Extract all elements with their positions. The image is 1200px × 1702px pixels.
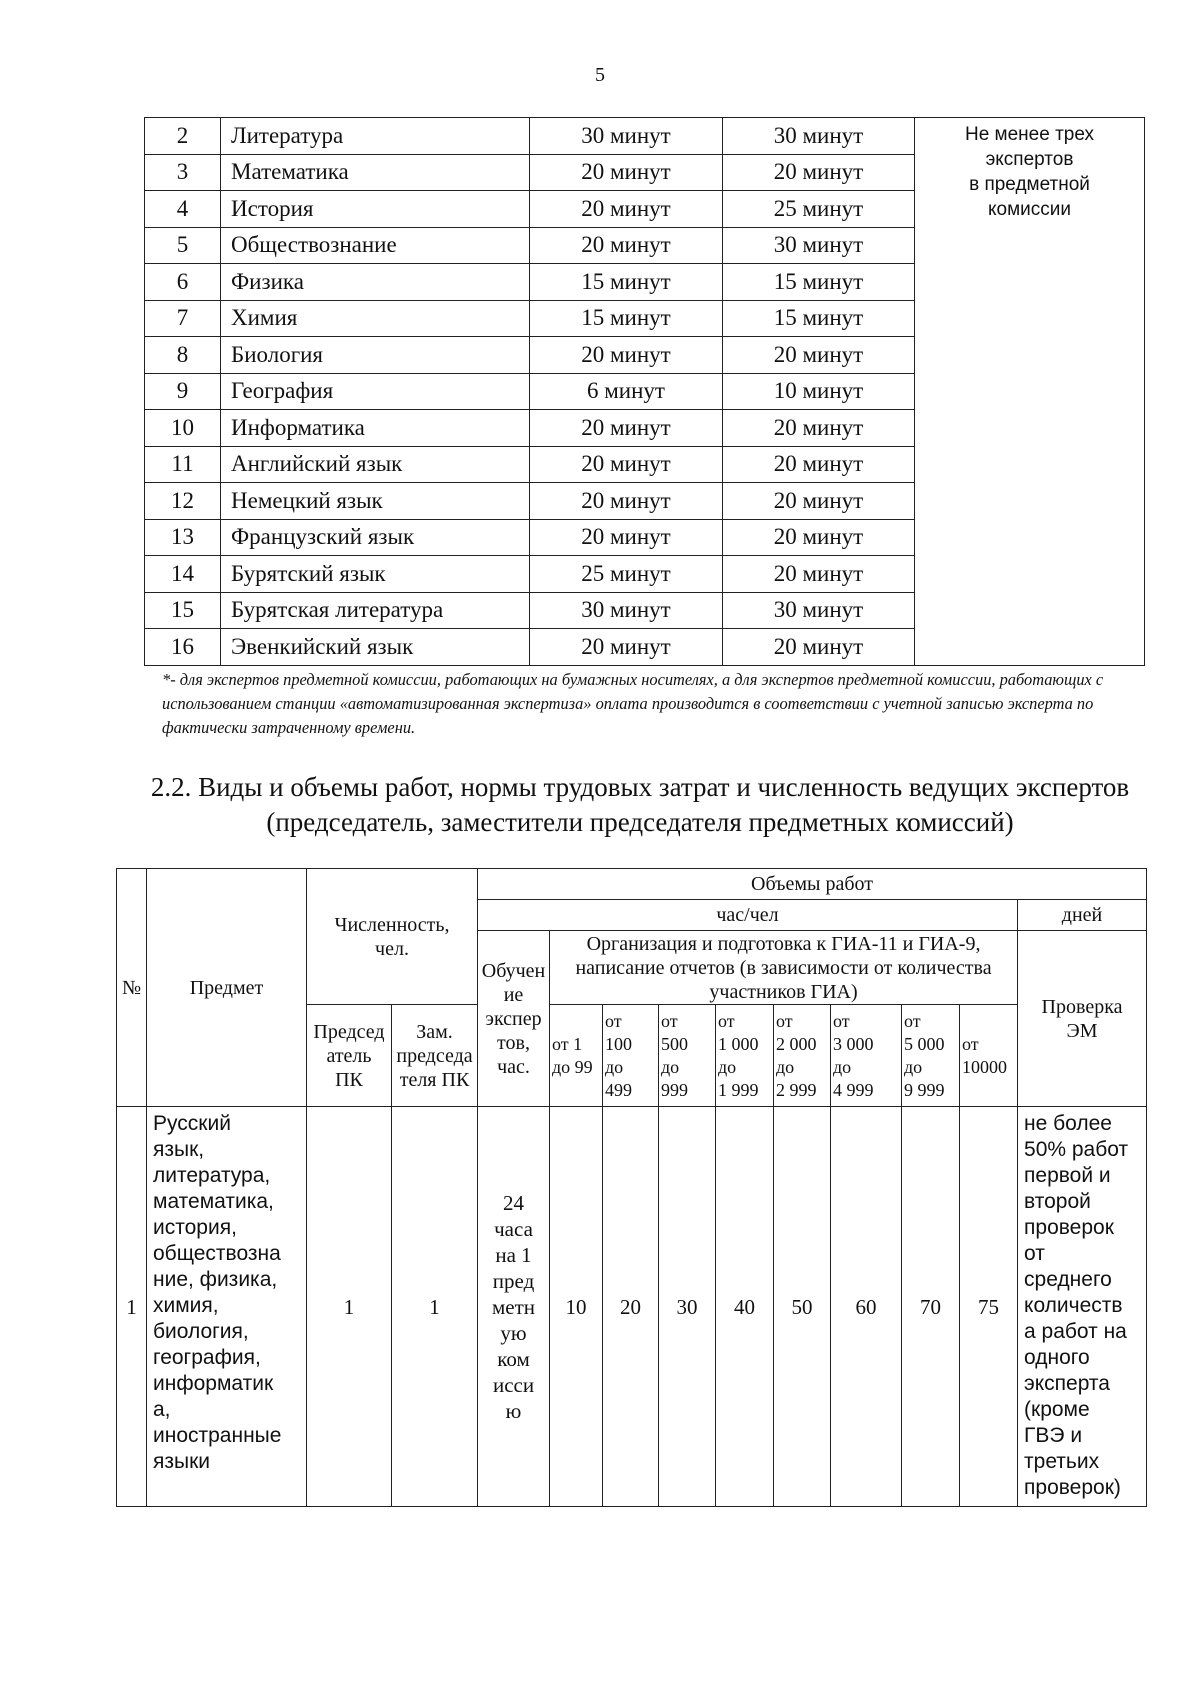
subject-name: Информатика bbox=[221, 410, 530, 447]
row-number: 16 bbox=[145, 629, 221, 666]
time-first: 20 минут bbox=[530, 227, 723, 264]
range-header bbox=[603, 1005, 659, 1107]
text-line: часа bbox=[494, 1216, 533, 1241]
time-first: 20 минут bbox=[530, 483, 723, 520]
text-line: Председ bbox=[313, 1020, 385, 1043]
time-first: 15 минут bbox=[530, 300, 723, 337]
range-value: 30 bbox=[659, 1107, 716, 1507]
header-volumes: Объемы работ bbox=[478, 869, 1147, 900]
row-number: 12 bbox=[145, 483, 221, 520]
time-first: 25 минут bbox=[530, 556, 723, 593]
text-line: 100 bbox=[605, 1033, 633, 1054]
text-line: от bbox=[776, 1010, 793, 1031]
subject-name: Бурятский язык bbox=[221, 556, 530, 593]
expert-time-table bbox=[144, 117, 1145, 666]
text-line: час. bbox=[497, 1055, 530, 1078]
time-second: 20 минут bbox=[723, 410, 915, 447]
text-line: одного bbox=[1024, 1346, 1090, 1369]
time-second: 25 минут bbox=[723, 191, 915, 228]
time-first: 20 минут bbox=[530, 410, 723, 447]
text-line: Не менее трех bbox=[964, 124, 1095, 145]
text-line: среднего bbox=[1024, 1268, 1112, 1291]
subject-name: Математика bbox=[221, 154, 530, 191]
header-deputy bbox=[392, 1005, 478, 1107]
text-line: не более bbox=[1024, 1112, 1112, 1135]
text-line: 3 000 bbox=[833, 1033, 874, 1054]
text-line: теля ПК bbox=[399, 1068, 470, 1091]
text-line: от bbox=[661, 1010, 678, 1031]
text-line: 1 999 bbox=[718, 1079, 759, 1100]
text-line: язык, bbox=[153, 1138, 205, 1161]
text-line: Организация и подготовка к ГИА-11 и ГИА-9, bbox=[586, 932, 981, 955]
time-first: 30 минут bbox=[530, 118, 723, 155]
text-line: атель bbox=[326, 1044, 372, 1067]
text-line: 500 bbox=[661, 1033, 689, 1054]
header-num: № bbox=[117, 869, 147, 1107]
range-header bbox=[831, 1005, 902, 1107]
time-first: 20 минут bbox=[530, 337, 723, 374]
text-line: 2 999 bbox=[776, 1079, 817, 1100]
text-line: 24 bbox=[503, 1190, 525, 1215]
text-line: экспертов bbox=[985, 149, 1074, 170]
header-check bbox=[1018, 931, 1147, 1107]
header-days: дней bbox=[1018, 900, 1147, 931]
text-line: от 1 bbox=[552, 1033, 583, 1054]
header-training bbox=[478, 931, 550, 1107]
text-line: биология, bbox=[153, 1320, 249, 1343]
text-line: 999 bbox=[661, 1079, 689, 1100]
text-line: 499 bbox=[605, 1079, 633, 1100]
time-first: 6 минут bbox=[530, 373, 723, 410]
subject-name: Английский язык bbox=[221, 446, 530, 483]
row-number: 4 bbox=[145, 191, 221, 228]
subject-name: История bbox=[221, 191, 530, 228]
range-value: 20 bbox=[603, 1107, 659, 1507]
row-number: 15 bbox=[145, 592, 221, 629]
time-second: 30 минут bbox=[723, 118, 915, 155]
text-line: информатик bbox=[153, 1372, 274, 1395]
row-chair: 1 bbox=[307, 1107, 392, 1507]
range-header bbox=[716, 1005, 774, 1107]
subject-name: Литература bbox=[221, 118, 530, 155]
row-subjects bbox=[147, 1107, 307, 1507]
time-second: 20 минут bbox=[723, 519, 915, 556]
header-subject: Предмет bbox=[147, 869, 307, 1107]
text-line: 9 999 bbox=[904, 1079, 945, 1100]
text-line: эксперта bbox=[1024, 1372, 1110, 1395]
row-deputy: 1 bbox=[392, 1107, 478, 1507]
row-number: 2 bbox=[145, 118, 221, 155]
text-line: экспер bbox=[485, 1007, 542, 1030]
time-first: 20 минут bbox=[530, 191, 723, 228]
text-line: от bbox=[1024, 1242, 1045, 1265]
time-second: 15 минут bbox=[723, 264, 915, 301]
text-line: математика, bbox=[153, 1190, 274, 1213]
time-first: 15 минут bbox=[530, 264, 723, 301]
range-header bbox=[774, 1005, 831, 1107]
text-line: в предметной bbox=[969, 174, 1090, 195]
text-line: а, bbox=[153, 1398, 171, 1421]
header-chair bbox=[307, 1005, 392, 1107]
row-number: 11 bbox=[145, 446, 221, 483]
text-line: Обучен bbox=[481, 959, 546, 982]
row-number: 5 bbox=[145, 227, 221, 264]
row-number: 6 bbox=[145, 264, 221, 301]
section-heading: 2.2. Виды и объемы работ, нормы трудовых затрат и численность ведущих экспертов (председатель, заместители председателя предметных комиссий) bbox=[150, 772, 1130, 837]
text-line: метн bbox=[492, 1294, 536, 1319]
text-line: до bbox=[605, 1056, 624, 1077]
text-line: написание отчетов (в зависимости от количества bbox=[575, 956, 992, 979]
text-line: ние, физика, bbox=[153, 1268, 278, 1291]
text-line: ю bbox=[505, 1398, 522, 1423]
text-line: география, bbox=[153, 1346, 261, 1369]
text-line: первой и bbox=[1024, 1164, 1111, 1187]
subject-name: Биология bbox=[221, 337, 530, 374]
subject-name: Физика bbox=[221, 264, 530, 301]
text-line: пред bbox=[492, 1268, 535, 1293]
subject-name: Эвенкийский язык bbox=[221, 629, 530, 666]
text-line: обществозна bbox=[153, 1242, 281, 1265]
row-number: 3 bbox=[145, 154, 221, 191]
text-line: Русский bbox=[153, 1112, 231, 1135]
text-line: количеств bbox=[1024, 1294, 1123, 1317]
time-second: 30 минут bbox=[723, 592, 915, 629]
text-line: до bbox=[833, 1056, 852, 1077]
range-value: 70 bbox=[902, 1107, 960, 1507]
time-second: 20 минут bbox=[723, 154, 915, 191]
text-line: 4 999 bbox=[833, 1079, 874, 1100]
time-first: 20 минут bbox=[530, 519, 723, 556]
text-line: от bbox=[718, 1010, 735, 1031]
time-second: 20 минут bbox=[723, 446, 915, 483]
row-number: 10 bbox=[145, 410, 221, 447]
text-line: комиссии bbox=[988, 199, 1071, 220]
text-line: от bbox=[833, 1010, 850, 1031]
subject-name: География bbox=[221, 373, 530, 410]
header-count bbox=[307, 869, 478, 1005]
subject-name: Французский язык bbox=[221, 519, 530, 556]
row-number: 13 bbox=[145, 519, 221, 556]
subject-name: Химия bbox=[221, 300, 530, 337]
experts-note bbox=[915, 118, 1145, 666]
text-line: 1 000 bbox=[718, 1033, 759, 1054]
table-row bbox=[145, 118, 1145, 155]
text-line: третьих bbox=[1024, 1450, 1100, 1473]
text-line: председа bbox=[396, 1044, 473, 1067]
row-number: 7 bbox=[145, 300, 221, 337]
text-line: до bbox=[776, 1056, 795, 1077]
row-number: 9 bbox=[145, 373, 221, 410]
text-line: 5 000 bbox=[904, 1033, 945, 1054]
time-second: 20 минут bbox=[723, 629, 915, 666]
time-second: 15 минут bbox=[723, 300, 915, 337]
text-line: от bbox=[962, 1033, 979, 1054]
text-line: на 1 bbox=[495, 1242, 532, 1267]
text-line: тов, bbox=[497, 1031, 530, 1054]
text-line: 2 000 bbox=[776, 1033, 817, 1054]
range-header bbox=[550, 1005, 603, 1107]
text-line: а работ на bbox=[1024, 1320, 1127, 1343]
row-training bbox=[478, 1107, 550, 1507]
row-check bbox=[1018, 1107, 1147, 1507]
time-second: 30 минут bbox=[723, 227, 915, 264]
time-second: 20 минут bbox=[723, 337, 915, 374]
time-second: 20 минут bbox=[723, 556, 915, 593]
range-header bbox=[960, 1005, 1018, 1107]
text-line: ую bbox=[500, 1320, 527, 1345]
text-line: от bbox=[904, 1010, 921, 1031]
text-line: проверок) bbox=[1024, 1476, 1121, 1499]
text-line: ПК bbox=[335, 1068, 363, 1091]
text-line: история, bbox=[153, 1216, 237, 1239]
text-line: до 99 bbox=[552, 1056, 593, 1077]
text-line: до bbox=[718, 1056, 737, 1077]
text-line: ЭМ bbox=[1066, 1019, 1098, 1042]
text-line: от bbox=[605, 1010, 622, 1031]
text-line: языки bbox=[153, 1450, 211, 1473]
time-first: 20 минут bbox=[530, 629, 723, 666]
text-line: до bbox=[661, 1056, 680, 1077]
text-line: химия, bbox=[153, 1294, 219, 1317]
row-number: 8 bbox=[145, 337, 221, 374]
range-value: 60 bbox=[831, 1107, 902, 1507]
header-hours: час/чел bbox=[478, 900, 1018, 931]
text-line: 50% работ bbox=[1024, 1138, 1129, 1161]
footnote: *- для экспертов предметной комиссии, работающих на бумажных носителях, а для экспертов предметной комиссии, работающих с использованием станции «автоматизированная экспертиза» оплата производится в соответствии с учетной записью эксперта по фактически затраченному времени. bbox=[162, 670, 1104, 737]
range-header bbox=[902, 1005, 960, 1107]
text-line: исси bbox=[492, 1372, 535, 1397]
text-line: ком bbox=[497, 1346, 530, 1371]
text-line: 10000 bbox=[962, 1056, 1008, 1077]
subject-name: Обществознание bbox=[221, 227, 530, 264]
text-line: Проверка bbox=[1041, 995, 1123, 1018]
time-first: 20 минут bbox=[530, 446, 723, 483]
text-line: литература, bbox=[153, 1164, 271, 1187]
range-header bbox=[659, 1005, 716, 1107]
range-value: 50 bbox=[774, 1107, 831, 1507]
time-first: 20 минут bbox=[530, 154, 723, 191]
text-line: ие bbox=[503, 983, 524, 1006]
time-second: 20 минут bbox=[723, 483, 915, 520]
time-second: 10 минут bbox=[723, 373, 915, 410]
text-line: чел. bbox=[375, 937, 409, 960]
row-number: 14 bbox=[145, 556, 221, 593]
row-num: 1 bbox=[117, 1107, 147, 1507]
text-line: иностранные bbox=[153, 1424, 282, 1447]
range-value: 10 bbox=[550, 1107, 603, 1507]
text-line: участников ГИА) bbox=[709, 980, 858, 1003]
text-line: до bbox=[904, 1056, 923, 1077]
text-line: (кроме bbox=[1024, 1398, 1090, 1421]
range-value: 40 bbox=[716, 1107, 774, 1507]
text-line: Зам. bbox=[416, 1020, 453, 1043]
text-line: Численность, bbox=[334, 913, 450, 936]
time-first: 30 минут bbox=[530, 592, 723, 629]
subject-name: Немецкий язык bbox=[221, 483, 530, 520]
text-line: ГВЭ и bbox=[1024, 1424, 1083, 1447]
header-org bbox=[550, 931, 1018, 1005]
subject-name: Бурятская литература bbox=[221, 592, 530, 629]
text-line: второй bbox=[1024, 1190, 1091, 1213]
text-line: проверок bbox=[1024, 1216, 1114, 1239]
lead-experts-table bbox=[116, 868, 1147, 1507]
range-value: 75 bbox=[960, 1107, 1018, 1507]
page-number: 5 bbox=[595, 64, 605, 86]
